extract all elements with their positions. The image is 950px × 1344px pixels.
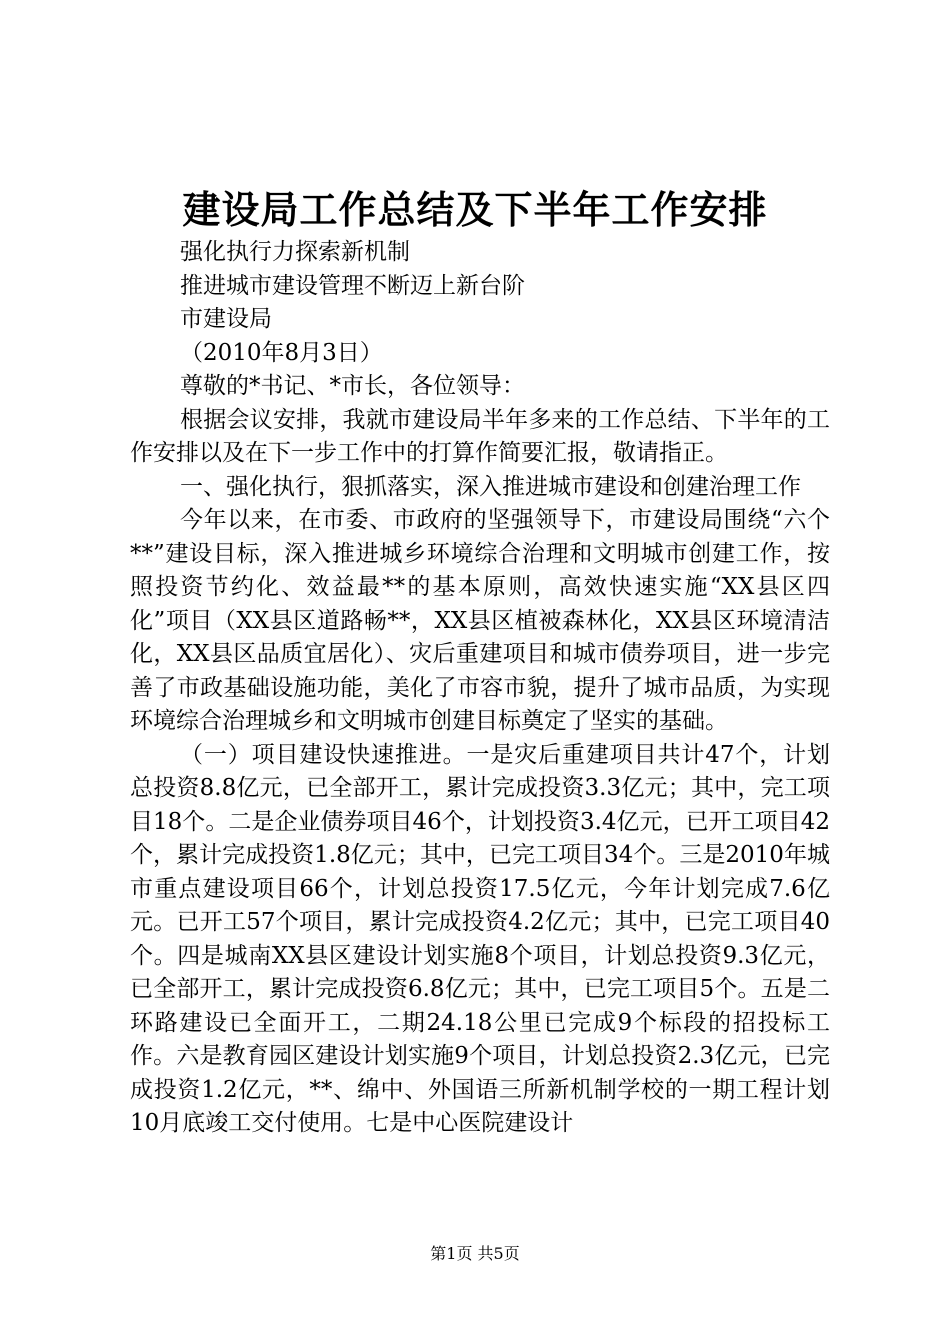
section-paragraph: 今年以来，在市委、市政府的坚强领导下，市建设局围绕“六个**”建设目标，深入推进城乡环境综合治理和文明城市创建工作，按照投资节约化、效益最**的基本原则，高效快速实施“XX县区四化”项目（XX县区道路畅**，XX县区植被森林化，XX县区环境清洁化，XX县区品质宜居化）、灾后重建项目和城市债券项目，进一步完善了市政基础设施功能，美化了市容市貌，提升了城市品质，为实现环境综合治理城乡和文明城市创建目标奠定了坚实的基础。 — [130, 507, 830, 734]
document-title: 建设局工作总结及下半年工作安排 — [182, 187, 768, 232]
page-footer: 第1页 共5页 — [430, 1244, 520, 1263]
subtitle-line: 强化执行力探索新机制 — [180, 239, 410, 265]
salutation-line: 尊敬的*书记、*市长，各位领导： — [180, 373, 525, 399]
intro-paragraph: 根据会议安排，我就市建设局半年多来的工作总结、下半年的工作安排以及在下一步工作中的打算作简要汇报，敬请指正。 — [130, 406, 830, 466]
document-body — [130, 236, 830, 1141]
date-line: （2010年8月3日） — [180, 339, 383, 366]
author-line: 市建设局 — [180, 306, 272, 332]
section-heading: 一、强化执行，狠抓落实，深入推进城市建设和创建治理工作 — [180, 473, 801, 500]
subsection-paragraph: （一）项目建设快速推进。一是灾后重建项目共计47个，计划总投资8.8亿元，已全部开工，累计完成投资3.3亿元；其中，完工项目18个。二是企业债券项目46个，计划投资3.4亿元，已开工项目42个，累计完成投资1.8亿元；其中，已完工项目34个。三是2010年城市重点建设项目66个，计划总投资17.5亿元，今年计划完成7.6亿元。已开工57个项目，累计完成投资4.2亿元；其中，已完工项目40个。四是城南XX县区建设计划实施8个项目，计划总投资9.3亿元，已全部开工，累计完成投资6.8亿元；其中，已完工项目5个。五是二环路建设已全面开工，二期24.18公里已完成9个标段的招投标工作。六是教育园区建设计划实施9个项目，计划总投资2.3亿元，已完成投资1.2亿元，**、绵中、外国语三所新机制学校的一期工程计划10月底竣工交付使用。七是中心医院建设计 — [130, 741, 830, 1136]
subtitle-line: 推进城市建设管理不断迈上新台阶 — [180, 272, 525, 299]
